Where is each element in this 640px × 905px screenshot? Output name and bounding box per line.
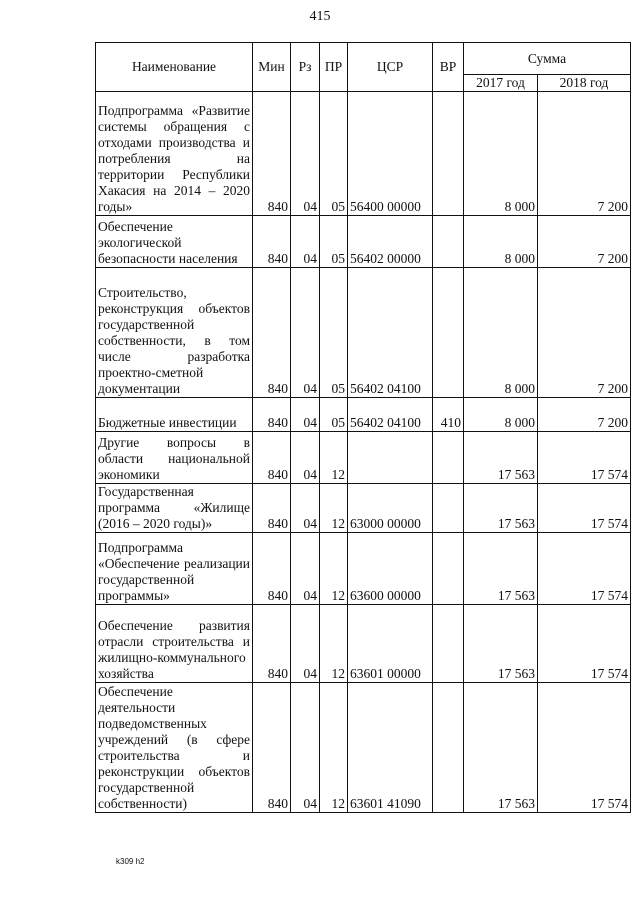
row-name-cell: Другие вопросы в области национальной экономики (96, 432, 253, 484)
row-name-cell: Подпрограмма «Развитие системы обращения с отходами производства и потребления на территории Республики Хакасия на 2014 – 2020 годы» (96, 92, 253, 216)
row-2018-cell: 7 200 (538, 398, 631, 432)
header-name: Наименование (96, 43, 253, 92)
row-csr-cell (348, 432, 433, 484)
row-csr-cell: 56402 04100 (348, 268, 433, 398)
row-pr-cell: 12 (320, 683, 348, 813)
table-body (96, 92, 631, 813)
row-rz-cell: 04 (291, 268, 320, 398)
row-name-cell: Государственная программа «Жилище (2016 – 2020 годы)» (96, 484, 253, 533)
row-min-cell: 840 (253, 398, 291, 432)
row-vr-cell (433, 683, 464, 813)
row-min-cell: 840 (253, 533, 291, 605)
row-2018-cell: 7 200 (538, 92, 631, 216)
row-pr-cell: 05 (320, 398, 348, 432)
table-row (96, 432, 631, 484)
table-row (96, 216, 631, 268)
row-name-cell: Бюджетные инвестиции (96, 398, 253, 432)
row-2017-cell: 8 000 (464, 92, 538, 216)
row-pr-cell: 12 (320, 605, 348, 683)
row-2017-cell: 17 563 (464, 484, 538, 533)
footer-code: k309 h2 (116, 857, 145, 866)
row-rz-cell: 04 (291, 605, 320, 683)
table-row (96, 398, 631, 432)
row-name-cell: Обеспечение экологической безопасности населения (96, 216, 253, 268)
row-2017-cell: 17 563 (464, 605, 538, 683)
row-2017-cell: 17 563 (464, 683, 538, 813)
row-2017-cell: 8 000 (464, 398, 538, 432)
table-row (96, 92, 631, 216)
row-vr-cell (433, 484, 464, 533)
table-row (96, 268, 631, 398)
header-year-2018: 2018 год (538, 75, 631, 92)
row-csr-cell: 63000 00000 (348, 484, 433, 533)
page-number: 415 (309, 9, 331, 24)
row-2017-cell: 8 000 (464, 216, 538, 268)
row-vr-cell (433, 92, 464, 216)
row-rz-cell: 04 (291, 533, 320, 605)
row-min-cell: 840 (253, 268, 291, 398)
header-sum: Сумма (464, 43, 631, 75)
table-row (96, 484, 631, 533)
row-2018-cell: 17 574 (538, 683, 631, 813)
row-rz-cell: 04 (291, 92, 320, 216)
row-vr-cell: 410 (433, 398, 464, 432)
table-row (96, 533, 631, 605)
row-pr-cell: 12 (320, 533, 348, 605)
row-min-cell: 840 (253, 432, 291, 484)
row-name-cell: Строительство, реконструкция объектов государственной собственности, в том числе разработка проектно-сметной документации (96, 268, 253, 398)
row-2018-cell: 7 200 (538, 216, 631, 268)
row-name-cell: Подпрограмма «Обеспечение реализации государственной программы» (96, 533, 253, 605)
row-vr-cell (433, 432, 464, 484)
row-pr-cell: 12 (320, 432, 348, 484)
row-rz-cell: 04 (291, 398, 320, 432)
row-csr-cell: 63601 41090 (348, 683, 433, 813)
table-row (96, 605, 631, 683)
header-csr: ЦСР (348, 43, 433, 92)
budget-table (95, 42, 631, 813)
header-vr: ВР (433, 43, 464, 92)
row-vr-cell (433, 533, 464, 605)
row-csr-cell: 56402 00000 (348, 216, 433, 268)
row-min-cell: 840 (253, 484, 291, 533)
row-rz-cell: 04 (291, 484, 320, 533)
header-rz: Рз (291, 43, 320, 92)
row-pr-cell: 12 (320, 484, 348, 533)
row-min-cell: 840 (253, 92, 291, 216)
row-2018-cell: 17 574 (538, 605, 631, 683)
row-vr-cell (433, 605, 464, 683)
row-pr-cell: 05 (320, 216, 348, 268)
row-csr-cell: 56402 04100 (348, 398, 433, 432)
row-2018-cell: 7 200 (538, 268, 631, 398)
row-rz-cell: 04 (291, 432, 320, 484)
row-2017-cell: 17 563 (464, 432, 538, 484)
header-year-2017: 2017 год (464, 75, 538, 92)
row-pr-cell: 05 (320, 92, 348, 216)
row-2018-cell: 17 574 (538, 533, 631, 605)
row-2018-cell: 17 574 (538, 484, 631, 533)
row-pr-cell: 05 (320, 268, 348, 398)
row-vr-cell (433, 268, 464, 398)
row-rz-cell: 04 (291, 216, 320, 268)
row-csr-cell: 56400 00000 (348, 92, 433, 216)
header-pr: ПР (320, 43, 348, 92)
row-2017-cell: 17 563 (464, 533, 538, 605)
row-name-cell: Обеспечение развития отрасли строительства и жилищно-коммунального хозяйства (96, 605, 253, 683)
row-min-cell: 840 (253, 683, 291, 813)
row-csr-cell: 63601 00000 (348, 605, 433, 683)
row-csr-cell: 63600 00000 (348, 533, 433, 605)
header-min: Мин (253, 43, 291, 92)
row-name-cell: Обеспечение деятельности подведомственных учреждений (в сфере строительства и реконструкции объектов государственной собственности) (96, 683, 253, 813)
row-min-cell: 840 (253, 605, 291, 683)
table-row (96, 683, 631, 813)
row-rz-cell: 04 (291, 683, 320, 813)
row-2017-cell: 8 000 (464, 268, 538, 398)
row-vr-cell (433, 216, 464, 268)
row-min-cell: 840 (253, 216, 291, 268)
row-2018-cell: 17 574 (538, 432, 631, 484)
